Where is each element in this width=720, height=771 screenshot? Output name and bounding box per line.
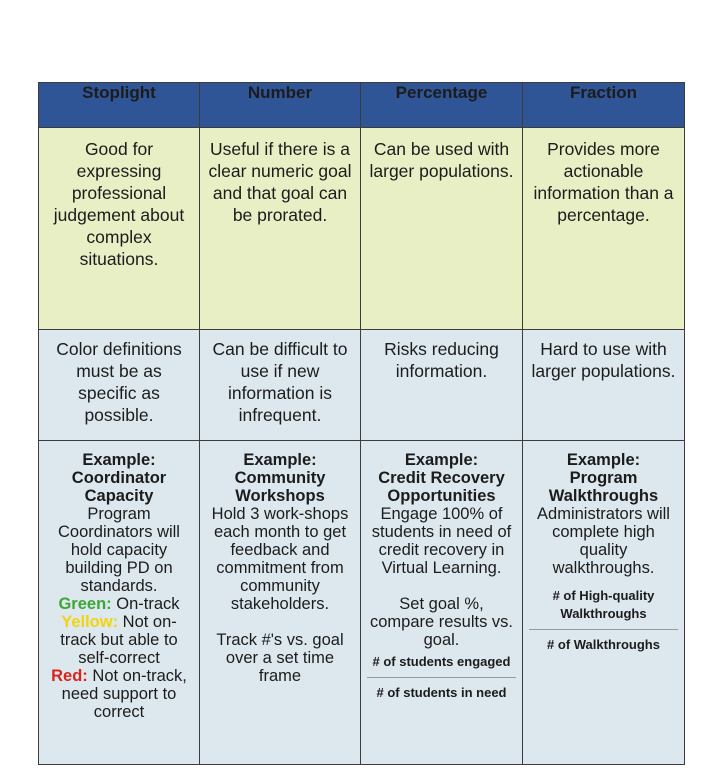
stoplight-yellow xyxy=(45,613,193,667)
pros-fraction: Provides more actionable information than a percentage. xyxy=(523,128,685,330)
header-row xyxy=(39,83,685,128)
pros-percentage: Can be used with larger populations. xyxy=(361,128,523,330)
example-label: Example: xyxy=(404,451,479,469)
header-number: Number xyxy=(200,83,361,128)
yellow-label: Yellow: xyxy=(61,613,119,631)
cons-row xyxy=(39,330,685,441)
example-description: Program Coordinators will hold capacity building PD on standards. xyxy=(58,505,180,595)
example-label: Example: xyxy=(243,451,317,469)
fraction-denominator: # of Walkthroughs xyxy=(547,637,660,652)
cons-fraction: Hard to use with larger populations. xyxy=(523,330,685,441)
example-number xyxy=(200,441,361,765)
example-title: Coordinator Capacity xyxy=(71,469,167,505)
example-stoplight xyxy=(39,441,200,765)
stoplight-green xyxy=(45,595,193,613)
example-label: Example: xyxy=(82,451,156,469)
red-text: Not on-track, need support to correct xyxy=(61,667,187,721)
header-percentage: Percentage xyxy=(361,83,523,128)
fraction-numerator: # of High-quality Walkthroughs xyxy=(552,588,655,621)
fraction-numerator: # of students engaged xyxy=(372,654,511,669)
example-description: Engage 100% of students in need of credit recovery in Virtual Learning. xyxy=(371,505,512,577)
example-track-note: Track #'s vs. goal over a set time frame xyxy=(216,631,344,685)
cons-percentage: Risks reducing information. xyxy=(361,330,523,441)
example-title: Community Workshops xyxy=(234,469,326,505)
example-fraction xyxy=(523,441,685,765)
red-label: Red: xyxy=(51,667,88,685)
header-fraction: Fraction xyxy=(523,83,685,128)
percentage-fraction xyxy=(367,653,516,702)
header-stoplight: Stoplight xyxy=(39,83,200,128)
example-description: Hold 3 work-shops each month to get feedback and commitment from community stakeholders. xyxy=(211,505,349,613)
pros-stoplight: Good for expressing professional judgement about complex situations. xyxy=(39,128,200,330)
cons-number: Can be difficult to use if new information is infrequent. xyxy=(200,330,361,441)
green-label: Green: xyxy=(58,595,112,613)
yellow-text: Not on-track but able to self-correct xyxy=(60,613,178,667)
example-label: Example: xyxy=(566,451,641,469)
pros-number: Useful if there is a clear numeric goal and that goal can be prorated. xyxy=(200,128,361,330)
example-goal-note: Set goal %, compare results vs. goal. xyxy=(369,595,514,649)
cons-stoplight: Color definitions must be as specific as possible. xyxy=(39,330,200,441)
fraction-example xyxy=(529,587,678,654)
stoplight-red xyxy=(45,667,193,721)
green-text: On-track xyxy=(116,595,180,613)
example-row xyxy=(39,441,685,765)
example-title: Credit Recovery Opportunities xyxy=(378,469,505,505)
fraction-denominator: # of students in need xyxy=(376,685,507,700)
example-title: Program Walkthroughs xyxy=(548,469,659,505)
pros-row xyxy=(39,128,685,330)
example-description: Administrators will complete high quality walkthroughs. xyxy=(537,505,670,577)
example-percentage xyxy=(361,441,523,765)
comparison-table xyxy=(38,82,685,765)
